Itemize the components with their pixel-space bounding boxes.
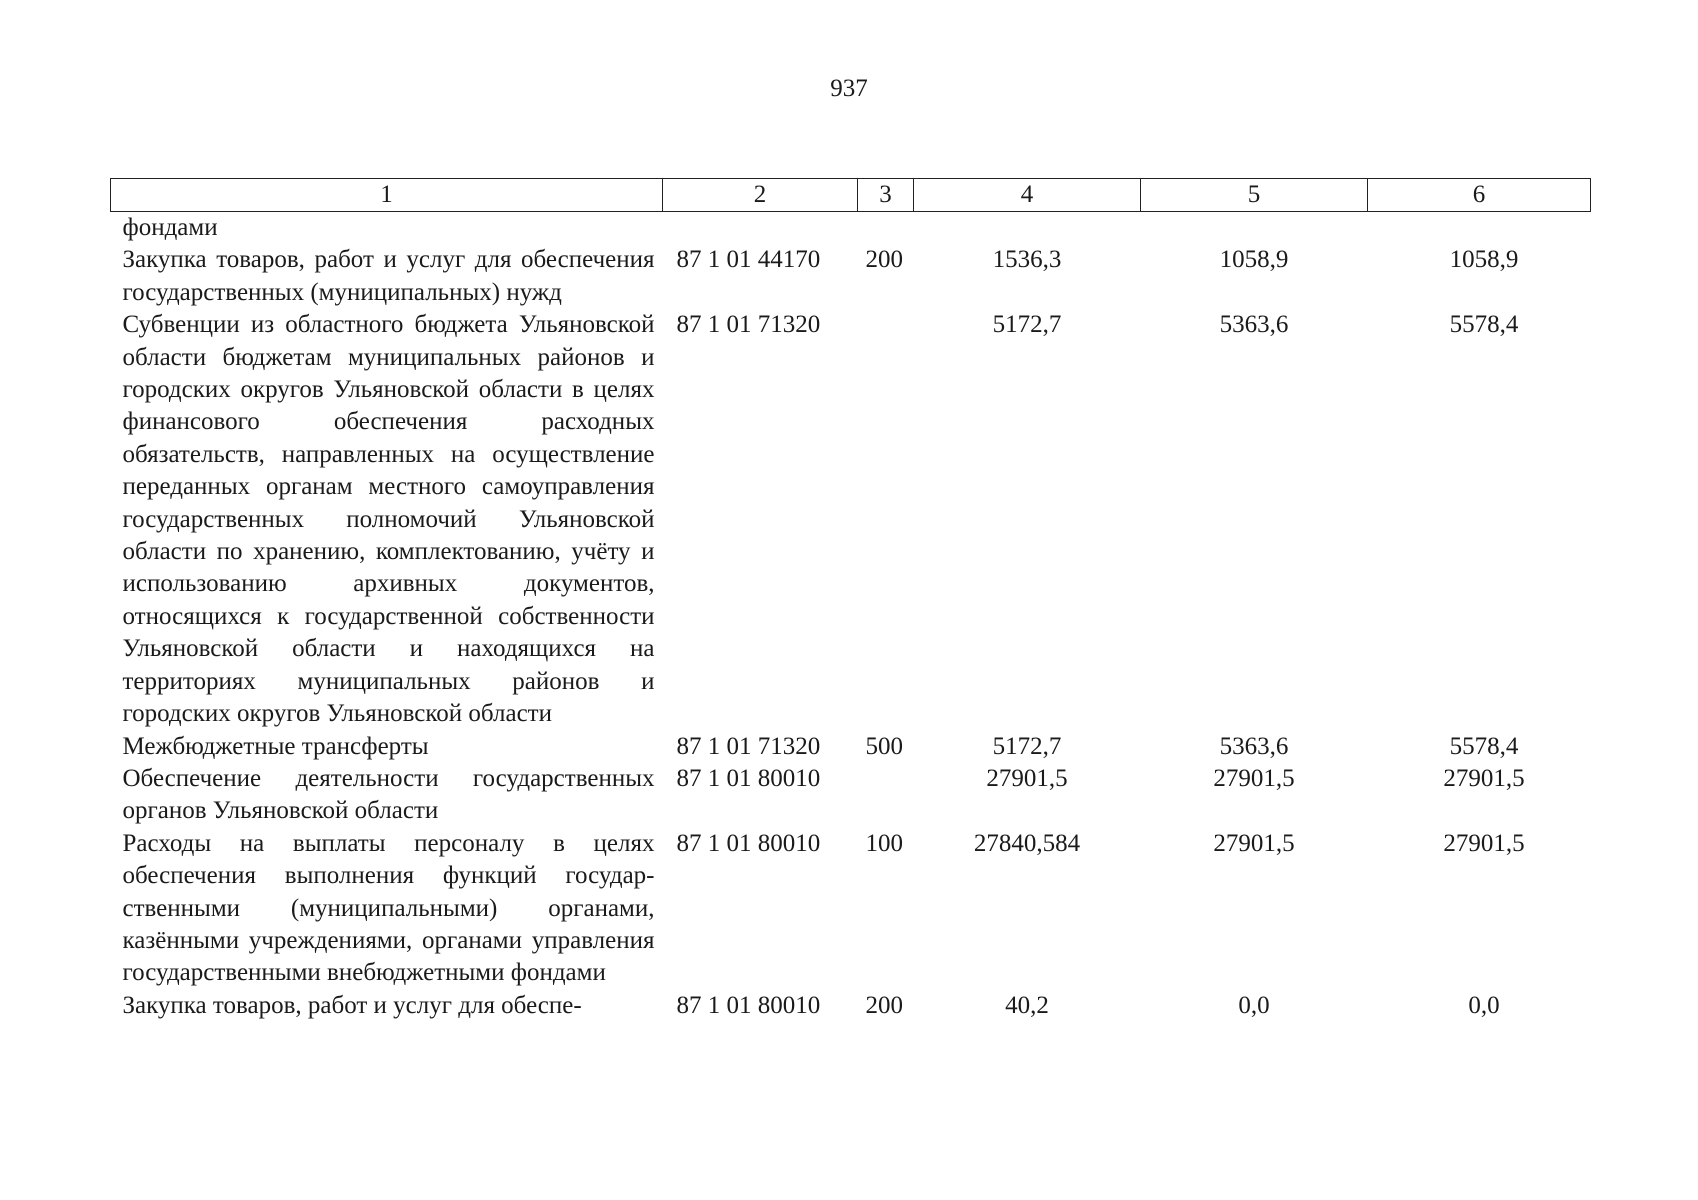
row-value-4: 27840,584 bbox=[973, 829, 1081, 857]
row-name: Межбюджетные трансферты bbox=[122, 732, 429, 760]
row-expense-type bbox=[858, 763, 914, 828]
column-header-6: 6 bbox=[1368, 179, 1591, 212]
column-header-2: 2 bbox=[663, 179, 858, 212]
row-value-4: 5172,7 bbox=[992, 732, 1062, 760]
row-code: 87 1 01 71320 bbox=[676, 311, 821, 339]
row-value-5: 5363,6 bbox=[1219, 732, 1289, 760]
table-row bbox=[111, 212, 1591, 245]
table-row bbox=[111, 244, 1591, 309]
row-value-5 bbox=[1141, 212, 1368, 245]
row-value-6: 5578,4 bbox=[1449, 732, 1519, 760]
row-expense-type: 200 bbox=[865, 246, 903, 274]
row-value-5: 5363,6 bbox=[1219, 311, 1289, 339]
row-value-4: 40,2 bbox=[1005, 991, 1049, 1019]
column-header-1: 1 bbox=[111, 179, 663, 212]
header-row bbox=[111, 179, 1591, 212]
row-code: 87 1 01 80010 bbox=[676, 829, 821, 857]
row-value-5: 1058,9 bbox=[1219, 246, 1289, 274]
page-number: 937 bbox=[830, 75, 868, 102]
row-name: Закупка товаров, работ и услуг для обеспе- bbox=[122, 991, 582, 1019]
column-header-5: 5 bbox=[1141, 179, 1368, 212]
table-row bbox=[111, 309, 1591, 730]
table-row bbox=[111, 763, 1591, 828]
row-expense-type bbox=[858, 309, 914, 730]
row-name: Закупка товаров, работ и услуг для обеспечения государственных (муниципальных) нужд bbox=[122, 246, 655, 306]
row-value-5: 27901,5 bbox=[1213, 764, 1295, 792]
column-header-3: 3 bbox=[858, 179, 914, 212]
row-name: Расходы на выплаты персоналу в целях обеспечения выполнения функций государственными (муниципальными) органами, казёнными учреждениями, органами управления государственными внебюджетными фондами bbox=[122, 829, 655, 987]
row-expense-type: 200 bbox=[865, 991, 903, 1019]
row-value-4: 27901,5 bbox=[986, 764, 1068, 792]
table-row bbox=[111, 828, 1591, 990]
row-code bbox=[663, 212, 858, 245]
row-value-4: 5172,7 bbox=[992, 311, 1062, 339]
table-row bbox=[111, 731, 1591, 763]
budget-table bbox=[110, 178, 1591, 1022]
column-header-4: 4 bbox=[914, 179, 1141, 212]
row-value-6: 5578,4 bbox=[1449, 311, 1519, 339]
row-value-4: 1536,3 bbox=[992, 246, 1062, 274]
row-value-6: 1058,9 bbox=[1449, 246, 1519, 274]
table-body bbox=[111, 212, 1591, 1023]
row-value-6 bbox=[1368, 212, 1591, 245]
row-name: Субвенции из областного бюджета Ульяновской области бюджетам муниципальных районов и городских округов Ульяновской области в целях финансового обеспечения расходных обязательств, направленных на осуществление переданных органам местного самоуправления государственных полномочий Ульяновской области по хранению, комплектованию, учёту и использованию архивных документов, относящихся к государственной собственности Ульяновской области и находящихся на территориях муниципальных районов и городских округов Ульяновской области bbox=[122, 311, 655, 728]
row-value-5: 27901,5 bbox=[1213, 829, 1295, 857]
row-code: 87 1 01 80010 bbox=[676, 764, 821, 792]
row-expense-type bbox=[858, 212, 914, 245]
row-code: 87 1 01 80010 bbox=[676, 991, 821, 1019]
row-name: фондами bbox=[122, 214, 218, 241]
row-expense-type: 100 bbox=[865, 829, 903, 857]
table-header bbox=[111, 179, 1591, 212]
row-name: Обеспечение деятельности государственных органов Ульяновской области bbox=[122, 764, 655, 825]
row-value-4 bbox=[914, 212, 1141, 245]
row-expense-type: 500 bbox=[865, 732, 903, 760]
row-value-6: 27901,5 bbox=[1443, 829, 1525, 857]
row-code: 87 1 01 71320 bbox=[676, 732, 821, 760]
row-value-6: 27901,5 bbox=[1443, 764, 1525, 792]
table-row bbox=[111, 990, 1591, 1022]
row-value-6: 0,0 bbox=[1468, 991, 1500, 1019]
row-code: 87 1 01 44170 bbox=[676, 246, 821, 274]
row-value-5: 0,0 bbox=[1238, 991, 1270, 1019]
